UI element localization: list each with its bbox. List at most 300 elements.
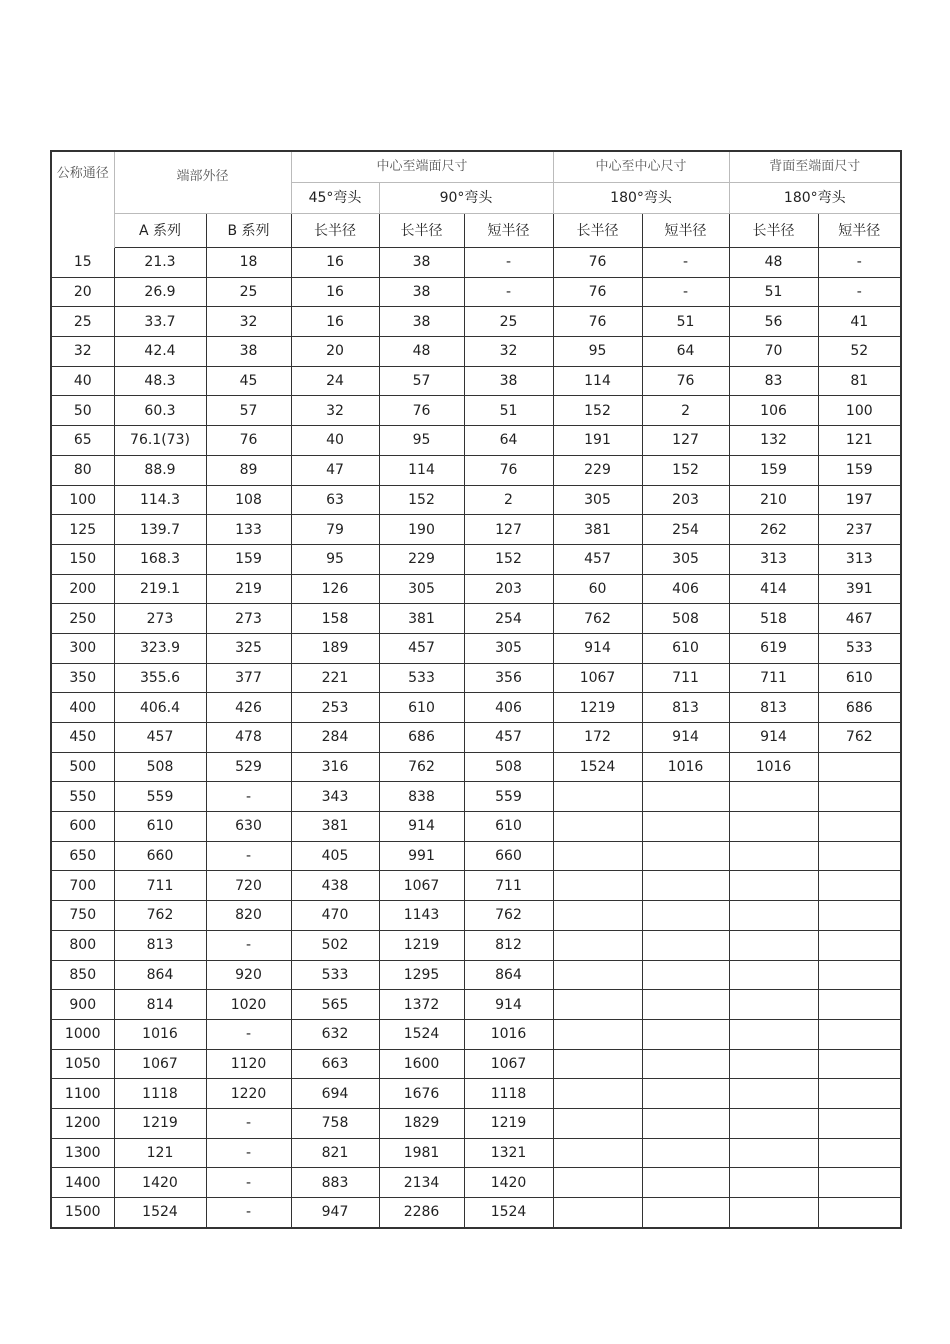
table-cell [729, 871, 818, 901]
table-cell: 81 [818, 366, 901, 396]
table-cell: 850 [51, 960, 114, 990]
table-cell: 76 [464, 455, 553, 485]
table-row [51, 1049, 901, 1079]
table-cell: 32 [291, 396, 379, 426]
table-cell: 2286 [379, 1198, 464, 1228]
table-cell [729, 812, 818, 842]
table-cell: 750 [51, 901, 114, 931]
table-cell [818, 841, 901, 871]
table-row [51, 277, 901, 307]
table-cell [729, 841, 818, 871]
table-cell: 559 [114, 782, 206, 812]
header-elbow-45: 45°弯头 [291, 183, 379, 214]
table-cell: 660 [114, 841, 206, 871]
table-cell: 1219 [114, 1108, 206, 1138]
header-elbow-90: 90°弯头 [379, 183, 553, 214]
table-row [51, 1198, 901, 1228]
table-cell: 381 [553, 515, 642, 545]
table-cell: 500 [51, 752, 114, 782]
table-row [51, 812, 901, 842]
table-cell [553, 960, 642, 990]
table-cell: 51 [464, 396, 553, 426]
table-cell: 377 [206, 663, 291, 693]
table-cell: 1016 [642, 752, 729, 782]
table-cell: 189 [291, 633, 379, 663]
table-cell: 502 [291, 930, 379, 960]
table-cell: 76.1(73) [114, 426, 206, 456]
table-cell [729, 930, 818, 960]
table-cell: 18 [206, 248, 291, 278]
table-cell: 821 [291, 1138, 379, 1168]
table-cell: 914 [553, 633, 642, 663]
table-cell: 1067 [553, 663, 642, 693]
table-cell: 21.3 [114, 248, 206, 278]
table-row [51, 515, 901, 545]
table-cell: 2134 [379, 1168, 464, 1198]
table-cell: 121 [114, 1138, 206, 1168]
table-cell [553, 1138, 642, 1168]
table-cell: 1524 [553, 752, 642, 782]
table-cell: 762 [379, 752, 464, 782]
table-cell: 26.9 [114, 277, 206, 307]
table-cell: - [818, 248, 901, 278]
table-cell: 883 [291, 1168, 379, 1198]
header-nominal-diameter: 公称通径 [51, 151, 114, 248]
table-row [51, 485, 901, 515]
table-cell: 450 [51, 723, 114, 753]
table-cell: 414 [729, 574, 818, 604]
table-cell: 254 [642, 515, 729, 545]
table-cell: 76 [553, 277, 642, 307]
table-cell: 356 [464, 663, 553, 693]
table-cell: 550 [51, 782, 114, 812]
table-cell: 57 [379, 366, 464, 396]
table-cell: 800 [51, 930, 114, 960]
table-cell: 40 [291, 426, 379, 456]
table-cell: 632 [291, 1019, 379, 1049]
table-cell: 1120 [206, 1049, 291, 1079]
table-cell [729, 960, 818, 990]
table-cell: 38 [379, 277, 464, 307]
table-cell: 60.3 [114, 396, 206, 426]
table-cell [729, 901, 818, 931]
table-cell: 83 [729, 366, 818, 396]
table-cell: 1050 [51, 1049, 114, 1079]
table-cell: 16 [291, 307, 379, 337]
table-cell: 158 [291, 604, 379, 634]
table-cell: 381 [379, 604, 464, 634]
table-cell: 1067 [114, 1049, 206, 1079]
table-cell: 250 [51, 604, 114, 634]
table-cell: 203 [464, 574, 553, 604]
table-cell [642, 930, 729, 960]
table-cell: 100 [51, 485, 114, 515]
table-cell: 533 [818, 633, 901, 663]
table-row [51, 248, 901, 278]
table-cell: 25 [206, 277, 291, 307]
table-cell [642, 1198, 729, 1228]
header-outer-diameter-label: 端部外径 [176, 168, 229, 184]
table-cell: 812 [464, 930, 553, 960]
table-cell: 1000 [51, 1019, 114, 1049]
table-cell: 391 [818, 574, 901, 604]
table-cell [729, 1049, 818, 1079]
table-cell [642, 1108, 729, 1138]
table-cell: 45 [206, 366, 291, 396]
table-cell: 152 [642, 455, 729, 485]
table-cell: 76 [206, 426, 291, 456]
table-cell: 350 [51, 663, 114, 693]
table-cell: 610 [642, 633, 729, 663]
table-row [51, 1079, 901, 1109]
table-cell: 529 [206, 752, 291, 782]
table-cell: 947 [291, 1198, 379, 1228]
table-cell [553, 1108, 642, 1138]
table-cell: 152 [379, 485, 464, 515]
table-cell [553, 1019, 642, 1049]
table-cell: 24 [291, 366, 379, 396]
table-cell: - [206, 1168, 291, 1198]
table-row [51, 633, 901, 663]
table-cell: 1400 [51, 1168, 114, 1198]
table-cell: 33.7 [114, 307, 206, 337]
table-cell: 203 [642, 485, 729, 515]
header-short-radius-180-bte: 短半径 [818, 214, 901, 248]
table-cell: 38 [379, 248, 464, 278]
table-cell: 1420 [114, 1168, 206, 1198]
table-cell: 229 [553, 455, 642, 485]
table-cell [818, 901, 901, 931]
table-cell: 32 [51, 337, 114, 367]
table-cell: - [206, 1138, 291, 1168]
table-cell: 610 [379, 693, 464, 723]
table-cell: 864 [464, 960, 553, 990]
table-cell: 630 [206, 812, 291, 842]
table-row [51, 930, 901, 960]
table-cell: 64 [642, 337, 729, 367]
table-cell: 457 [464, 723, 553, 753]
table-cell: 711 [729, 663, 818, 693]
table-cell: 25 [51, 307, 114, 337]
table-cell: 1420 [464, 1168, 553, 1198]
table-cell [729, 1108, 818, 1138]
table-cell [818, 871, 901, 901]
table-cell: 50 [51, 396, 114, 426]
table-row [51, 871, 901, 901]
table-cell: 1016 [464, 1019, 553, 1049]
table-cell: 89 [206, 455, 291, 485]
table-cell: 52 [818, 337, 901, 367]
table-cell [729, 1079, 818, 1109]
table-cell: 316 [291, 752, 379, 782]
table-cell: 80 [51, 455, 114, 485]
table-cell: 254 [464, 604, 553, 634]
table-cell: 1219 [379, 930, 464, 960]
table-cell: 2 [642, 396, 729, 426]
table-cell: 762 [114, 901, 206, 931]
table-cell: 1219 [553, 693, 642, 723]
table-cell: 1016 [729, 752, 818, 782]
table-cell: 40 [51, 366, 114, 396]
table-cell: 711 [114, 871, 206, 901]
table-cell: - [206, 1198, 291, 1228]
table-cell: 1321 [464, 1138, 553, 1168]
table-cell: 152 [553, 396, 642, 426]
table-row [51, 1108, 901, 1138]
table-cell: 219.1 [114, 574, 206, 604]
table-cell: 168.3 [114, 544, 206, 574]
table-cell: 48 [729, 248, 818, 278]
table-cell: - [206, 1108, 291, 1138]
table-cell: 814 [114, 990, 206, 1020]
table-cell: 300 [51, 633, 114, 663]
table-cell: 1220 [206, 1079, 291, 1109]
table-cell: 200 [51, 574, 114, 604]
header-long-radius-45: 长半径 [291, 214, 379, 248]
table-cell [642, 871, 729, 901]
table-row [51, 1138, 901, 1168]
table-cell: 237 [818, 515, 901, 545]
table-cell [553, 841, 642, 871]
table-row [51, 544, 901, 574]
table-cell: 38 [379, 307, 464, 337]
table-cell: 813 [729, 693, 818, 723]
table-cell: 711 [464, 871, 553, 901]
table-cell: 70 [729, 337, 818, 367]
table-cell: 32 [464, 337, 553, 367]
table-row [51, 604, 901, 634]
table-cell: 51 [642, 307, 729, 337]
table-cell: 1676 [379, 1079, 464, 1109]
table-cell: 694 [291, 1079, 379, 1109]
table-cell [642, 841, 729, 871]
table-cell: 438 [291, 871, 379, 901]
table-cell: 150 [51, 544, 114, 574]
table-cell: 95 [379, 426, 464, 456]
table-cell [642, 1138, 729, 1168]
table-cell: 457 [553, 544, 642, 574]
table-row [51, 1019, 901, 1049]
table-cell: 508 [114, 752, 206, 782]
table-row [51, 426, 901, 456]
table-cell: 762 [553, 604, 642, 634]
table-cell: 355.6 [114, 663, 206, 693]
table-cell: 663 [291, 1049, 379, 1079]
table-cell: 518 [729, 604, 818, 634]
table-cell [818, 782, 901, 812]
table-cell [818, 1168, 901, 1198]
table-cell: - [206, 930, 291, 960]
header-series-a: A 系列 [114, 214, 206, 248]
table-cell: 219 [206, 574, 291, 604]
table-cell: 650 [51, 841, 114, 871]
table-cell: 16 [291, 248, 379, 278]
header-back-to-end: 背面至端面尺寸 [729, 151, 901, 183]
table-cell [553, 782, 642, 812]
table-cell: 114 [553, 366, 642, 396]
table-cell [818, 930, 901, 960]
table-cell: - [206, 841, 291, 871]
table-cell: 126 [291, 574, 379, 604]
table-cell: 406 [464, 693, 553, 723]
table-cell [642, 1079, 729, 1109]
table-cell: 565 [291, 990, 379, 1020]
table-cell: 159 [818, 455, 901, 485]
table-cell: 88.9 [114, 455, 206, 485]
table-cell: 1118 [114, 1079, 206, 1109]
table-cell: 619 [729, 633, 818, 663]
table-cell: 457 [114, 723, 206, 753]
table-cell: 229 [379, 544, 464, 574]
table-cell: - [818, 277, 901, 307]
table-cell: 400 [51, 693, 114, 723]
table-cell [818, 990, 901, 1020]
table-cell: 127 [464, 515, 553, 545]
table-cell: - [642, 248, 729, 278]
table-row [51, 960, 901, 990]
table-cell: 1067 [464, 1049, 553, 1079]
header-short-radius-180-ctc: 短半径 [642, 214, 729, 248]
table-cell [818, 1019, 901, 1049]
table-row [51, 1168, 901, 1198]
table-cell: 711 [642, 663, 729, 693]
table-cell: 610 [818, 663, 901, 693]
table-row [51, 841, 901, 871]
table-cell: 323.9 [114, 633, 206, 663]
table-cell: 190 [379, 515, 464, 545]
table-cell: 63 [291, 485, 379, 515]
table-cell: 132 [729, 426, 818, 456]
table-cell: 210 [729, 485, 818, 515]
table-cell [553, 901, 642, 931]
table-cell [818, 1079, 901, 1109]
table-cell: 284 [291, 723, 379, 753]
table-cell [553, 812, 642, 842]
table-cell: 610 [464, 812, 553, 842]
table-cell: 191 [553, 426, 642, 456]
table-cell: 1219 [464, 1108, 553, 1138]
table-cell: 686 [379, 723, 464, 753]
table-cell: 41 [818, 307, 901, 337]
table-cell: 406.4 [114, 693, 206, 723]
table-cell: 127 [642, 426, 729, 456]
table-cell: 253 [291, 693, 379, 723]
table-cell [729, 1198, 818, 1228]
table-cell: 1100 [51, 1079, 114, 1109]
table-cell: 720 [206, 871, 291, 901]
table-cell [818, 960, 901, 990]
table-cell: 305 [642, 544, 729, 574]
table-cell [818, 1198, 901, 1228]
table-cell: 305 [464, 633, 553, 663]
table-row [51, 307, 901, 337]
table-cell: 1143 [379, 901, 464, 931]
table-cell: 533 [291, 960, 379, 990]
table-cell: 838 [379, 782, 464, 812]
table-cell: 900 [51, 990, 114, 1020]
table-cell: 381 [291, 812, 379, 842]
table-cell [642, 782, 729, 812]
table-cell: 1981 [379, 1138, 464, 1168]
table-cell [642, 1019, 729, 1049]
table-cell [729, 1168, 818, 1198]
table-cell [642, 1049, 729, 1079]
table-cell: 48.3 [114, 366, 206, 396]
table-row [51, 455, 901, 485]
table-cell: 914 [379, 812, 464, 842]
table-cell: 920 [206, 960, 291, 990]
header-center-to-end: 中心至端面尺寸 [291, 151, 553, 183]
table-cell: 914 [642, 723, 729, 753]
table-cell: 405 [291, 841, 379, 871]
table-cell: 48 [379, 337, 464, 367]
table-cell: 76 [553, 307, 642, 337]
table-cell: 313 [818, 544, 901, 574]
table-cell: 700 [51, 871, 114, 901]
table-cell: 56 [729, 307, 818, 337]
table-cell [642, 812, 729, 842]
table-cell [553, 1198, 642, 1228]
table-cell [818, 812, 901, 842]
header-long-radius-180-ctc: 长半径 [553, 214, 642, 248]
table-cell: 38 [464, 366, 553, 396]
table-cell: 15 [51, 248, 114, 278]
table-cell: 100 [818, 396, 901, 426]
table-cell: 273 [206, 604, 291, 634]
table-cell: 121 [818, 426, 901, 456]
table-cell: 1295 [379, 960, 464, 990]
table-cell: 38 [206, 337, 291, 367]
table-cell: 108 [206, 485, 291, 515]
table-cell: 610 [114, 812, 206, 842]
table-cell: 406 [642, 574, 729, 604]
table-cell [553, 990, 642, 1020]
table-cell: 95 [291, 544, 379, 574]
table-cell: 1524 [114, 1198, 206, 1228]
table-cell: 42.4 [114, 337, 206, 367]
table-cell: 65 [51, 426, 114, 456]
table-cell: 470 [291, 901, 379, 931]
table-cell: 172 [553, 723, 642, 753]
table-cell: 660 [464, 841, 553, 871]
table-row [51, 663, 901, 693]
table-cell: 1020 [206, 990, 291, 1020]
table-cell: 273 [114, 604, 206, 634]
table-cell: 508 [642, 604, 729, 634]
table-cell: - [464, 248, 553, 278]
table-cell: 95 [553, 337, 642, 367]
table-cell [553, 1079, 642, 1109]
table-cell [642, 990, 729, 1020]
table-row [51, 366, 901, 396]
table-cell: 139.7 [114, 515, 206, 545]
table-cell: - [206, 782, 291, 812]
table-row [51, 396, 901, 426]
table-cell: 762 [818, 723, 901, 753]
table-cell: 305 [379, 574, 464, 604]
table-row [51, 693, 901, 723]
table-cell: 1600 [379, 1049, 464, 1079]
table-cell: 1524 [464, 1198, 553, 1228]
header-elbow-180-ctc: 180°弯头 [553, 183, 729, 214]
table-cell: 114 [379, 455, 464, 485]
header-elbow-180-bte: 180°弯头 [729, 183, 901, 214]
table-cell [642, 960, 729, 990]
table-cell: 325 [206, 633, 291, 663]
table-cell: 813 [642, 693, 729, 723]
header-long-radius-90: 长半径 [379, 214, 464, 248]
table-cell: 133 [206, 515, 291, 545]
